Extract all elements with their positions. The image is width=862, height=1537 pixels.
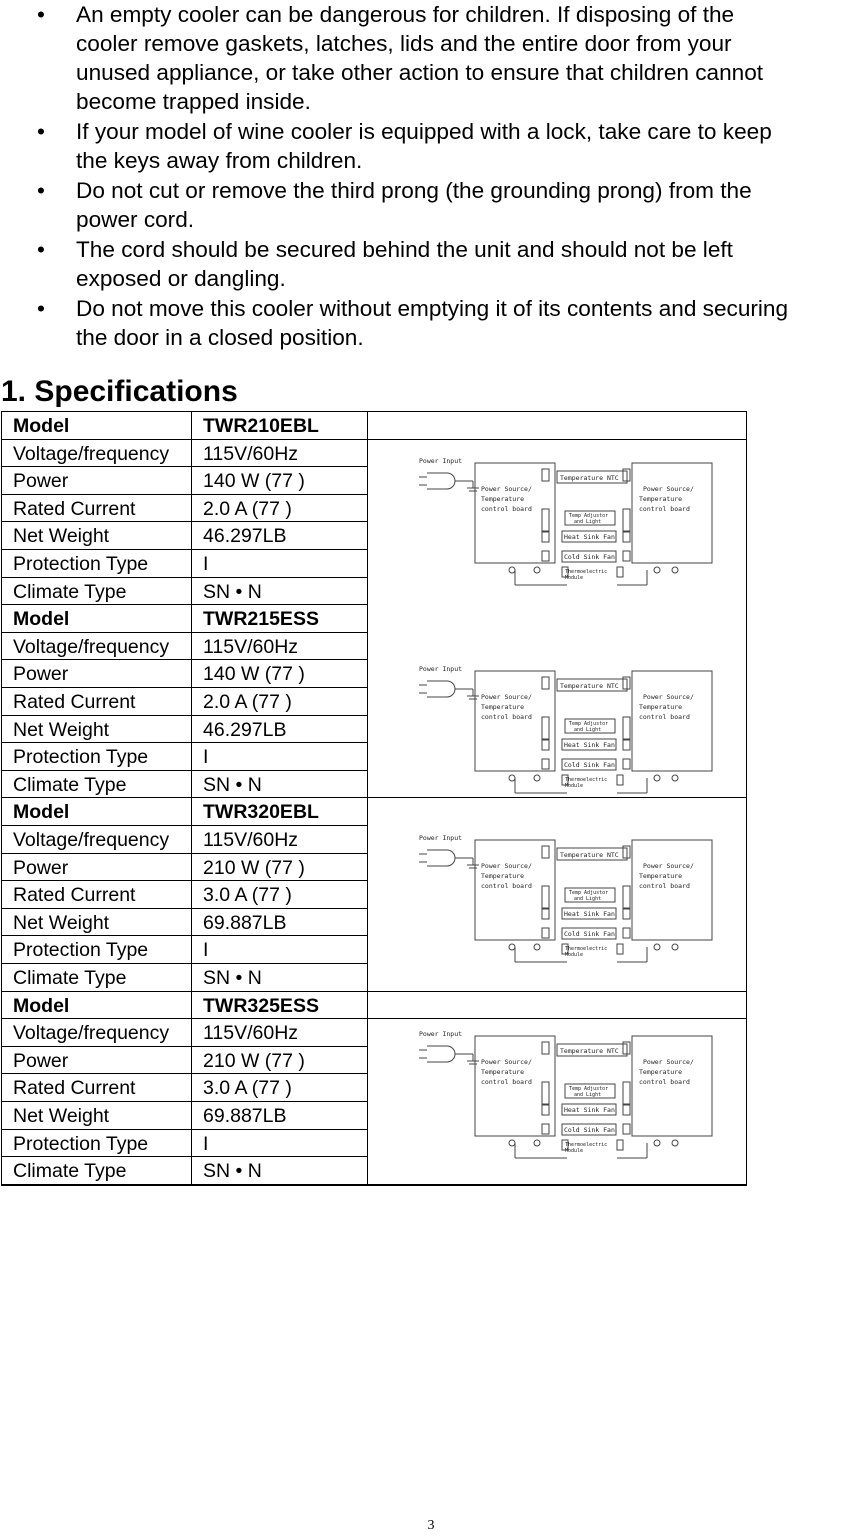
warning-item xyxy=(0,0,862,116)
table-rule xyxy=(1,411,747,412)
spec-value: 69.887LB xyxy=(203,911,287,934)
svg-text:Temperature: Temperature xyxy=(639,495,683,503)
svg-text:control board: control board xyxy=(481,1078,532,1086)
spec-label: Voltage/frequency xyxy=(13,829,170,851)
warning-item xyxy=(0,117,862,175)
spec-label: Net Weight xyxy=(13,1105,110,1127)
spec-label: Voltage/frequency xyxy=(13,442,170,465)
svg-text:Power Source/: Power Source/ xyxy=(481,693,532,701)
spec-label: Rated Current xyxy=(13,497,136,520)
svg-text:Cold Sink Fan: Cold Sink Fan xyxy=(564,1126,615,1134)
warning-text-line: exposed or dangling. xyxy=(76,266,286,291)
spec-label: Protection Type xyxy=(13,553,149,575)
svg-text:Module: Module xyxy=(565,952,584,958)
spec-label: Rated Current xyxy=(13,1077,136,1100)
table-rule xyxy=(1,770,368,771)
svg-text:Temp Adjustor: Temp Adjustor xyxy=(569,1086,609,1092)
wiring-diagram-figure xyxy=(417,663,717,808)
warning-text-line: unused appliance, or take other action to ensure that children cannot xyxy=(76,60,764,85)
wiring-diagram-figure xyxy=(417,1028,717,1173)
spec-value: I xyxy=(203,746,209,769)
table-rule xyxy=(1,880,368,881)
table-rule xyxy=(1,577,368,578)
section-title: 1. Specifications xyxy=(1,375,238,408)
svg-text:Temp Adjustor: Temp Adjustor xyxy=(569,513,609,519)
wiring-diagram xyxy=(417,832,717,972)
wiring-diagram xyxy=(417,1028,717,1168)
svg-text:Module: Module xyxy=(565,1148,584,1154)
spec-label: Climate Type xyxy=(13,967,127,989)
svg-text:control board: control board xyxy=(639,713,690,721)
page-number: 3 xyxy=(427,1518,435,1533)
spec-value: I xyxy=(203,553,209,575)
warning-item xyxy=(0,294,862,352)
spec-label: Power xyxy=(13,470,69,493)
table-rule xyxy=(1,1129,368,1130)
model-number: TWR215ESS xyxy=(203,608,319,631)
bullet-icon: • xyxy=(37,119,45,144)
table-rule xyxy=(1,439,368,440)
svg-text:control board: control board xyxy=(639,1078,690,1086)
svg-text:Temperature: Temperature xyxy=(481,1068,525,1076)
svg-text:Temperature: Temperature xyxy=(639,872,683,880)
svg-text:Heat Sink Fan: Heat Sink Fan xyxy=(564,910,615,918)
warning-item xyxy=(0,235,862,293)
table-rule xyxy=(1,604,368,605)
wiring-diagram xyxy=(417,663,717,803)
warning-text-line: Do not cut or remove the third prong (the grounding prong) from the xyxy=(76,178,752,203)
model-label: Model xyxy=(13,415,70,437)
table-rule xyxy=(1,963,368,964)
warning-text-line: the keys away from children. xyxy=(76,148,363,173)
svg-text:and Light: and Light xyxy=(574,896,602,902)
svg-text:Heat Sink Fan: Heat Sink Fan xyxy=(564,533,615,541)
spec-label: Rated Current xyxy=(13,691,136,713)
svg-text:Thermoelectric: Thermoelectric xyxy=(565,946,608,952)
wiring-diagram-figure xyxy=(417,455,717,600)
model-label: Model xyxy=(13,994,70,1017)
svg-text:Temperature: Temperature xyxy=(481,703,525,711)
model-number: TWR325ESS xyxy=(203,994,319,1017)
svg-text:Temp Adjustor: Temp Adjustor xyxy=(569,721,609,727)
table-rule xyxy=(1,466,368,467)
warning-text-line: power cord. xyxy=(76,207,195,232)
wiring-diagram xyxy=(417,455,717,595)
svg-text:Module: Module xyxy=(565,783,584,789)
svg-text:control board: control board xyxy=(639,882,690,890)
svg-text:Thermoelectric: Thermoelectric xyxy=(565,1142,608,1148)
spec-value: 140 W (77 ) xyxy=(203,663,305,686)
svg-text:control board: control board xyxy=(481,713,532,721)
bullet-icon: • xyxy=(37,237,45,262)
spec-value: 2.0 A (77 ) xyxy=(203,691,292,713)
table-rule xyxy=(367,1018,747,1019)
svg-text:Temperature NTC: Temperature NTC xyxy=(560,851,619,859)
table-rule xyxy=(367,991,747,992)
spec-label: Climate Type xyxy=(13,580,127,603)
table-rule xyxy=(1,411,2,1185)
spec-label: Net Weight xyxy=(13,718,110,741)
spec-value: 115V/60Hz xyxy=(203,442,299,465)
table-rule xyxy=(1,549,368,550)
spec-value: I xyxy=(203,939,209,962)
svg-text:Cold Sink Fan: Cold Sink Fan xyxy=(564,761,615,769)
svg-text:Heat Sink Fan: Heat Sink Fan xyxy=(564,1106,615,1114)
spec-label: Power xyxy=(13,856,69,879)
wiring-diagram-figure xyxy=(417,832,717,977)
svg-text:Power Source/: Power Source/ xyxy=(481,485,532,493)
svg-text:Thermoelectric: Thermoelectric xyxy=(565,777,608,783)
spec-value: 210 W (77 ) xyxy=(203,1049,305,1072)
svg-text:Power Source/: Power Source/ xyxy=(643,485,694,493)
table-rule xyxy=(1,1184,747,1186)
warning-text-line: An empty cooler can be dangerous for children. If disposing of the xyxy=(76,2,735,27)
warning-text-line: become trapped inside. xyxy=(76,89,311,114)
spec-value: 3.0 A (77 ) xyxy=(203,1077,292,1100)
svg-text:Temperature NTC: Temperature NTC xyxy=(560,1047,619,1055)
spec-value: SN • N xyxy=(203,967,262,989)
model-number: TWR210EBL xyxy=(203,415,319,437)
svg-text:Power Input: Power Input xyxy=(419,665,463,673)
spec-label: Climate Type xyxy=(13,1160,127,1183)
svg-text:Cold Sink Fan: Cold Sink Fan xyxy=(564,930,615,938)
spec-label: Climate Type xyxy=(13,773,127,796)
spec-value: 210 W (77 ) xyxy=(203,856,305,879)
svg-text:and Light: and Light xyxy=(574,1092,602,1098)
spec-label: Rated Current xyxy=(13,884,136,907)
svg-text:Thermoelectric: Thermoelectric xyxy=(565,569,608,575)
warning-text-line: cooler remove gaskets, latches, lids and the entire door from your xyxy=(76,31,732,56)
spec-value: 2.0 A (77 ) xyxy=(203,497,292,520)
bullet-icon: • xyxy=(37,296,45,321)
spec-value: I xyxy=(203,1132,209,1155)
table-rule xyxy=(1,1073,368,1074)
svg-text:Cold Sink Fan: Cold Sink Fan xyxy=(564,553,615,561)
spec-value: 140 W (77 ) xyxy=(203,470,305,493)
svg-text:Power Input: Power Input xyxy=(419,834,463,842)
table-rule xyxy=(1,1101,368,1102)
svg-text:Power Source/: Power Source/ xyxy=(481,862,532,870)
svg-text:and Light: and Light xyxy=(574,519,602,525)
table-rule xyxy=(1,659,368,660)
table-rule xyxy=(1,687,368,688)
spec-value: SN • N xyxy=(203,580,262,603)
warning-text-line: the door in a closed position. xyxy=(76,325,364,350)
svg-text:Temperature: Temperature xyxy=(639,1068,683,1076)
spec-value: SN • N xyxy=(203,1160,262,1183)
svg-text:Temperature: Temperature xyxy=(481,495,525,503)
spec-label: Net Weight xyxy=(13,911,110,934)
spec-value: 115V/60Hz xyxy=(203,1022,299,1045)
table-rule xyxy=(746,411,747,1186)
spec-value: 3.0 A (77 ) xyxy=(203,884,292,907)
table-rule xyxy=(1,494,368,495)
model-label: Model xyxy=(13,801,70,824)
svg-text:Power Source/: Power Source/ xyxy=(643,693,694,701)
svg-text:control board: control board xyxy=(481,505,532,513)
svg-text:Module: Module xyxy=(565,575,584,581)
table-rule xyxy=(1,715,368,716)
spec-value: 115V/60Hz xyxy=(203,635,299,658)
spec-label: Protection Type xyxy=(13,746,149,769)
table-rule xyxy=(1,935,368,936)
table-rule xyxy=(1,1018,368,1019)
table-rule xyxy=(367,411,368,1185)
model-number: TWR320EBL xyxy=(203,801,319,824)
table-rule xyxy=(1,1156,368,1157)
warning-text-line: If your model of wine cooler is equipped with a lock, take care to keep xyxy=(76,119,772,144)
spec-label: Voltage/frequency xyxy=(13,1022,170,1045)
bullet-icon: • xyxy=(37,2,45,27)
spec-label: Protection Type xyxy=(13,1132,149,1155)
bullet-icon: • xyxy=(37,178,45,203)
model-label: Model xyxy=(13,608,70,631)
svg-text:control board: control board xyxy=(639,505,690,513)
table-rule xyxy=(367,439,747,440)
spec-label: Net Weight xyxy=(13,525,110,548)
table-rule xyxy=(1,632,368,633)
svg-text:Temperature NTC: Temperature NTC xyxy=(560,474,619,482)
warning-text-line: Do not move this cooler without emptying it of its contents and securing xyxy=(76,296,789,321)
table-rule xyxy=(1,1046,368,1047)
spec-label: Voltage/frequency xyxy=(13,635,170,658)
table-rule xyxy=(191,411,192,1185)
svg-text:control board: control board xyxy=(481,882,532,890)
table-rule xyxy=(1,908,368,909)
table-rule xyxy=(1,521,368,522)
svg-text:Power Input: Power Input xyxy=(419,457,463,465)
spec-label: Power xyxy=(13,1049,69,1072)
table-rule xyxy=(1,742,368,743)
specifications-table xyxy=(1,411,747,1186)
svg-text:Power Source/: Power Source/ xyxy=(481,1058,532,1066)
svg-text:Temperature NTC: Temperature NTC xyxy=(560,682,619,690)
table-rule xyxy=(1,991,368,992)
svg-text:Power Source/: Power Source/ xyxy=(643,862,694,870)
spec-value: 69.887LB xyxy=(203,1105,287,1127)
spec-value: 46.297LB xyxy=(203,718,287,741)
svg-text:and Light: and Light xyxy=(574,727,602,733)
warning-list xyxy=(0,0,862,353)
table-rule xyxy=(1,853,368,854)
svg-text:Power Input: Power Input xyxy=(419,1030,463,1038)
svg-text:Temperature: Temperature xyxy=(639,703,683,711)
spec-value: SN • N xyxy=(203,773,262,796)
warning-text-line: The cord should be secured behind the unit and should not be left xyxy=(76,237,733,262)
spec-value: 115V/60Hz xyxy=(203,829,299,851)
spec-value: 46.297LB xyxy=(203,525,287,548)
svg-text:Temperature: Temperature xyxy=(481,872,525,880)
spec-label: Protection Type xyxy=(13,939,149,962)
svg-text:Power Source/: Power Source/ xyxy=(643,1058,694,1066)
svg-text:Temp Adjustor: Temp Adjustor xyxy=(569,890,609,896)
table-rule xyxy=(1,797,368,798)
table-rule xyxy=(1,825,368,826)
warning-item xyxy=(0,176,862,234)
spec-label: Power xyxy=(13,663,69,686)
svg-text:Heat Sink Fan: Heat Sink Fan xyxy=(564,741,615,749)
